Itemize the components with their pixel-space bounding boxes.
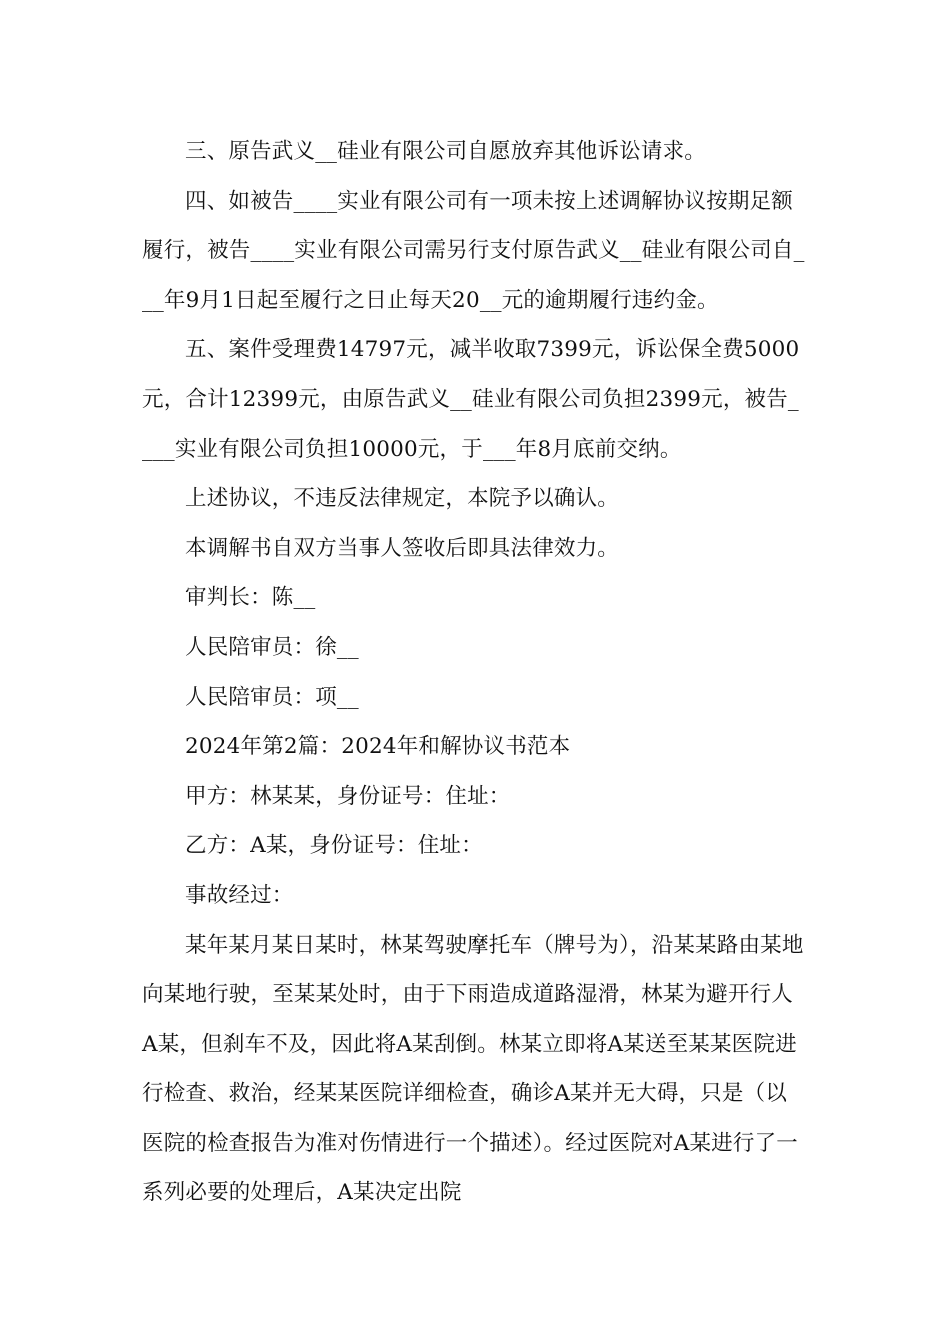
paragraph-2: 四、如被告____实业有限公司有一项未按上述调解协议按期足额履行，被告____实业有限公司需另行支付原告武义__硅业有限公司自___年9月1日起至履行之日止每天20__元的逾期履行违约金。 — [142, 188, 805, 313]
party-a-line: 甲方：林某某，身份证号：住址： — [185, 783, 511, 809]
paragraph-4: 上述协议，不违反法律规定，本院予以确认。 — [185, 486, 620, 512]
juror-line-2: 人民陪审员：项__ — [185, 684, 359, 710]
incident-description: 某年某月某日某时，林某驾驶摩托车（牌号为），沿某某路由某地向某地行驶，至某某处时，由于下雨造成道路湿滑，林某为避开行人A某，但刹车不及，因此将A某刮倒。林某立即将A某送至某某医院进行检查、救治，经某某医院详细检查，确诊A某并无大碍，只是（以医院的检查报告为准对伤情进行一个描述）。经过医院对A某进行了一系列必要的处理后，A某决定出院 — [142, 932, 804, 1206]
document-body — [142, 127, 808, 1218]
paragraph-3: 五、案件受理费14797元，减半收取7399元，诉讼保全费5000元，合计12399元，由原告武义__硅业有限公司负担2399元，被告____实业有限公司负担10000元，于___年8月底前交纳。 — [142, 337, 800, 462]
juror-line-1: 人民陪审员：徐__ — [185, 634, 359, 660]
presiding-judge-line: 审判长：陈__ — [185, 585, 316, 611]
paragraph-1: 三、原告武义__硅业有限公司自愿放弃其他诉讼请求。 — [185, 139, 707, 164]
section-title: 2024年第2篇：2024年和解协议书范本 — [185, 734, 571, 760]
paragraph-5: 本调解书自双方当事人签收后即具法律效力。 — [185, 535, 620, 561]
incident-heading: 事故经过： — [185, 882, 294, 908]
party-b-line: 乙方：A某，身份证号：住址： — [185, 833, 483, 859]
